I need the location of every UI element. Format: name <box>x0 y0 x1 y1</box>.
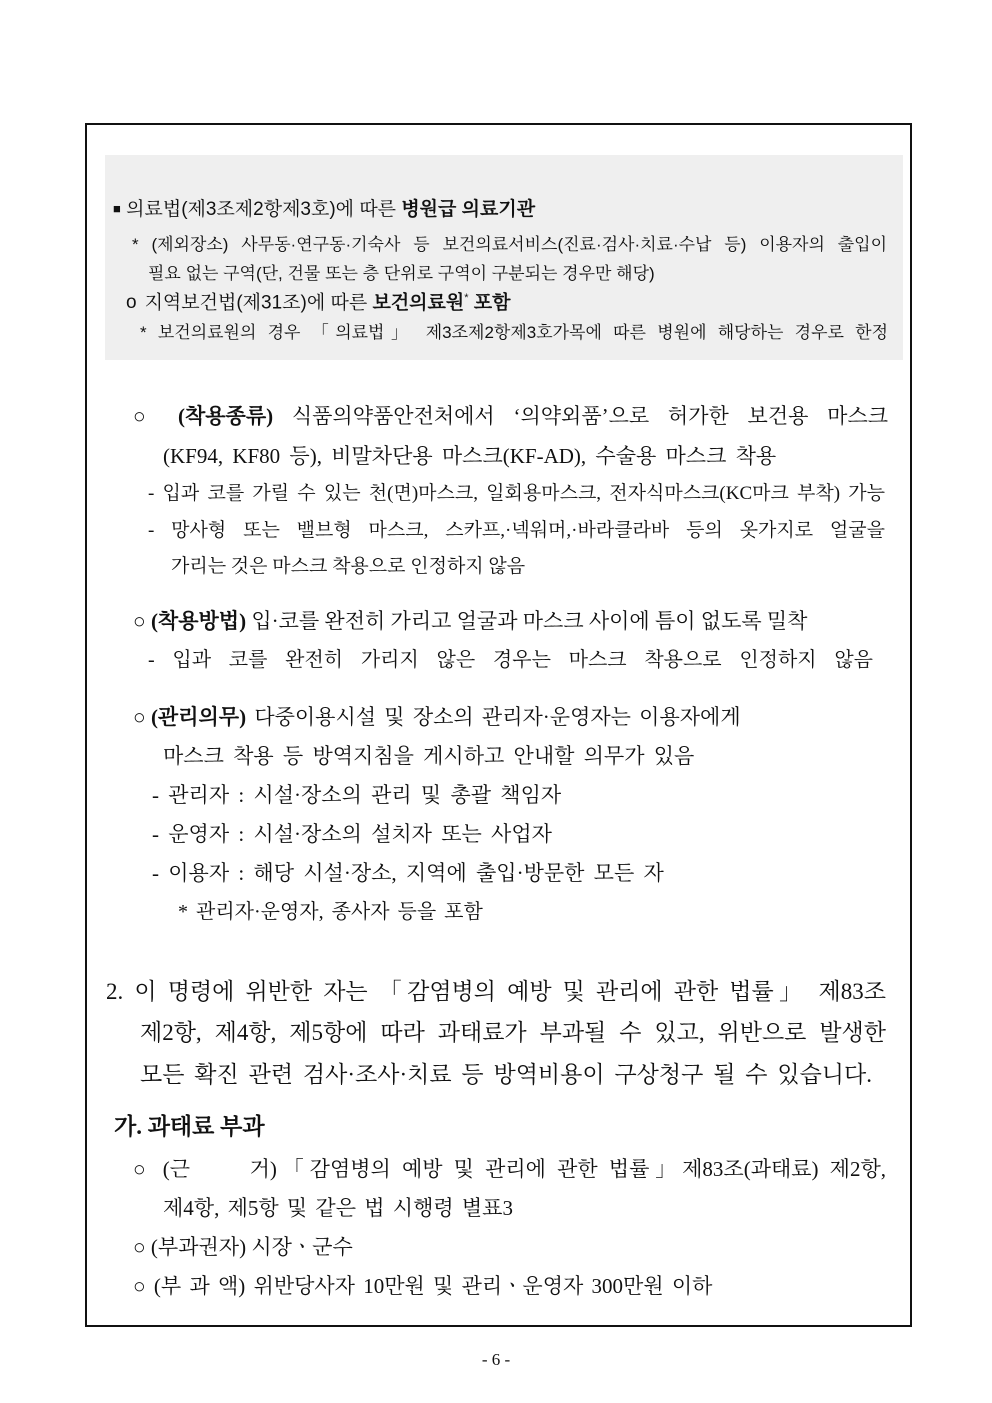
duty-dash-2: - 운영자 : 시설·장소의 설치자 또는 사업자 <box>152 822 552 846</box>
duty-line-1 <box>133 707 741 728</box>
duty-label: (관리의무) <box>150 705 247 729</box>
box-line-4-bold2: 포함 <box>468 292 511 314</box>
duty-line-2: 마스크 착용 등 방역지침을 게시하고 안내할 의무가 있음 <box>163 744 695 768</box>
section2-line-2: 제2항, 제4항, 제5항에 따라 과태료가 부과될 수 있고, 위반으로 발생한 <box>140 1020 886 1045</box>
wear-type-line-1 <box>133 406 888 427</box>
box-line-4 <box>126 293 511 312</box>
wear-method-dash-1: - 입과 코를 완전히 가리지 않은 경우는 마스크 착용으로 인정하지 않음 <box>148 649 873 671</box>
wear-type-dash-1: - 입과 코를 가릴 수 있는 천(면)마스크, 일회용마스크, 전자식마스크(KC마크 부착) 가능 <box>148 483 885 504</box>
box-line-1-bold: 병원급 의료기관 <box>401 199 536 220</box>
circle-bullet-icon: ○ <box>133 609 146 633</box>
section2-line-1: 2. 이 명령에 위반한 자는 「감염병의 예방 및 관리에 관한 법률」 제83조 <box>106 979 886 1004</box>
fine-amount: ○ (부 과 액) 위반당사자 10만원 및 관리ㆍ운영자 300만원 이하 <box>133 1274 713 1298</box>
box-line-3: 필요 없는 구역(단, 건물 또는 층 단위로 구역이 구분되는 경우만 해당) <box>148 264 655 283</box>
wear-method-label: (착용방법) <box>150 609 247 633</box>
wear-type-text: 식품의약품안전처에서 ‘의약외품’으로 허가한 보건용 마스크 <box>273 404 889 428</box>
duty-text: 다중이용시설 및 장소의 관리자·운영자는 이용자에게 <box>246 705 741 729</box>
wear-type-dash-2: - 망사형 또는 밸브형 마스크, 스카프,·넥워머,·바라클라바 등의 옷가지로 얼굴을 <box>148 520 885 541</box>
duty-note: * 관리자·운영자, 종사자 등을 포함 <box>178 901 483 923</box>
footnote-mark: * <box>464 292 469 304</box>
box-line-1 <box>113 200 535 219</box>
fine-authority: ○ (부과권자) 시장ㆍ군수 <box>133 1235 353 1259</box>
fine-basis-line-2: 제4항, 제5항 및 같은 법 시행령 별표3 <box>163 1196 513 1220</box>
circle-bullet-icon: o <box>126 292 137 314</box>
box-line-4-bold: 보건의료원 <box>372 292 465 314</box>
box-line-2: * (제외장소) 사무동·연구동·기숙사 등 보건의료서비스(진료·검사·치료·수납 등) 이용자의 출입이 <box>132 235 887 254</box>
box-line-5: * 보건의료원의 경우 「의료법」 제3조제2항제3호가목에 따른 병원에 해당하는 경우로 한정 <box>140 323 888 342</box>
circle-bullet-icon: ○ <box>133 705 146 729</box>
square-bullet-icon: ■ <box>113 201 121 216</box>
wear-type-dash-2-cont: 가리는 것은 마스크 착용으로 인정하지 않음 <box>171 556 526 577</box>
wear-type-label: (착용종류) <box>177 404 274 428</box>
wear-type-line-2: (KF94, KF80 등), 비말차단용 마스크(KF-AD), 수술용 마스크 착용 <box>163 444 777 468</box>
box-line-4-text: 지역보건법(제31조)에 따른 <box>144 292 373 314</box>
duty-dash-3: - 이용자 : 해당 시설·장소, 지역에 출입·방문한 모든 자 <box>152 861 664 885</box>
fine-heading: 가. 과태료 부과 <box>114 1114 265 1139</box>
wear-method-line-1 <box>133 611 807 632</box>
circle-bullet-icon: ○ <box>133 404 160 428</box>
section2-line-3: 모든 확진 관련 검사·조사·치료 등 방역비용이 구상청구 될 수 있습니다. <box>140 1062 872 1087</box>
box-line-1-text: 의료법(제3조제2항제3호)에 따른 <box>126 199 402 220</box>
duty-dash-1: - 관리자 : 시설·장소의 관리 및 총괄 책임자 <box>152 783 562 807</box>
wear-method-text: 입·코를 완전히 가리고 얼굴과 마스크 사이에 틈이 없도록 밀착 <box>246 609 808 633</box>
page-number: - 6 - <box>481 1350 511 1369</box>
fine-basis-line-1: ○ (근 거)「감염병의 예방 및 관리에 관한 법률」제83조(과태료) 제2항, <box>133 1157 886 1181</box>
